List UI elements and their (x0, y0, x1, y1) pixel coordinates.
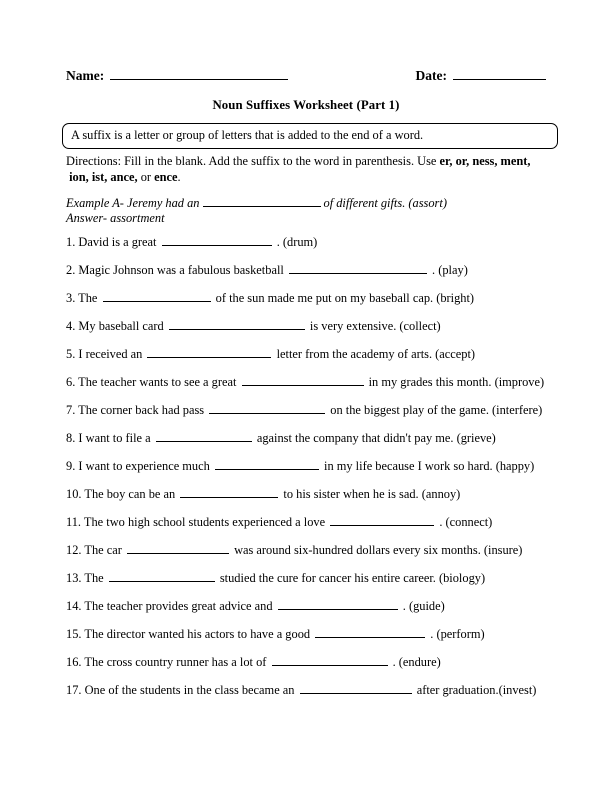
definition-box (62, 123, 558, 149)
question-number: 14. (66, 599, 82, 613)
question-text-after-blank: . (endure) (389, 655, 441, 669)
question-text-before-blank: The boy can be an (81, 487, 179, 501)
answer-blank[interactable] (315, 637, 425, 638)
question-text-before-blank: The director wanted his actors to have a good (81, 627, 314, 641)
question-item (66, 571, 566, 599)
directions-suffixes-group-1: er, or, ness, ment, (439, 154, 531, 168)
question-item (66, 235, 566, 263)
question-text-before-blank: The car (81, 543, 125, 557)
question-text-before-blank: I received an (75, 347, 146, 361)
question-item (66, 543, 566, 571)
directions-conjunction: or (137, 170, 155, 184)
question-text-before-blank: I want to file a (75, 431, 154, 445)
question-number: 12. (66, 543, 82, 557)
answer-blank[interactable] (278, 609, 398, 610)
answer-blank[interactable] (109, 581, 215, 582)
question-text-after-blank: . (guide) (399, 599, 445, 613)
definition-text: A suffix is a letter or group of letters that is added to the end of a word. (71, 128, 424, 143)
answer-blank[interactable] (127, 553, 229, 554)
question-item (66, 487, 566, 515)
question-number: 5. (66, 347, 76, 361)
answer-blank[interactable] (180, 497, 278, 498)
answer-blank[interactable] (156, 441, 252, 442)
date-write-line[interactable] (453, 79, 546, 80)
question-number: 1. (66, 235, 76, 249)
question-number: 6. (66, 375, 76, 389)
question-text-after-blank: studied the cure for cancer his entire career. (biology) (216, 571, 486, 585)
question-text-before-blank: The (75, 291, 101, 305)
question-item (66, 347, 566, 375)
directions-suffixes-group-2: ion, ist, ance, (69, 170, 138, 184)
question-text-after-blank: was around six-hundred dollars every six months. (insure) (230, 543, 523, 557)
question-number: 4. (66, 319, 76, 333)
question-text-after-blank: in my grades this month. (improve) (365, 375, 545, 389)
date-group (416, 68, 546, 84)
answer-blank[interactable] (209, 413, 325, 414)
directions-lead: Directions: Fill in the blank. Add the suffix to the word in parenthesis. Use (66, 154, 440, 168)
question-text-after-blank: is very extensive. (collect) (306, 319, 441, 333)
question-text-after-blank: . (connect) (436, 515, 493, 529)
directions-suffixes-group-3: ence (154, 170, 178, 184)
name-date-header (66, 68, 546, 84)
answer-blank[interactable] (289, 273, 427, 274)
question-text-after-blank: letter from the academy of arts. (accept) (273, 347, 476, 361)
page-title: Noun Suffixes Worksheet (Part 1) (212, 98, 400, 112)
question-number: 13. (66, 571, 82, 585)
question-item (66, 319, 566, 347)
question-number: 17. (66, 683, 82, 697)
question-number: 2. (66, 263, 76, 277)
name-label: Name: (66, 68, 105, 83)
question-item (66, 655, 566, 683)
example-prompt-before: Example A- Jeremy had an (66, 196, 200, 210)
question-number: 11. (66, 515, 82, 529)
question-text-before-blank: The corner back had pass (75, 403, 208, 417)
question-item (66, 375, 566, 403)
question-text-before-blank: One of the students in the class became an (81, 683, 298, 697)
question-text-after-blank: of the sun made me put on my baseball cap. (bright) (212, 291, 475, 305)
directions-text (66, 153, 536, 185)
name-write-line[interactable] (110, 79, 288, 80)
answer-blank[interactable] (147, 357, 271, 358)
question-item (66, 291, 566, 319)
question-list (66, 235, 566, 711)
question-text-after-blank: . (perform) (427, 627, 485, 641)
answer-blank[interactable] (272, 665, 388, 666)
question-item (66, 431, 566, 459)
answer-blank[interactable] (162, 245, 272, 246)
example-answer-blank[interactable] (203, 206, 321, 207)
question-number: 16. (66, 655, 82, 669)
question-number: 10. (66, 487, 82, 501)
question-number: 9. (66, 459, 76, 473)
question-text-before-blank: The teacher wants to see a great (75, 375, 240, 389)
date-label: Date: (415, 68, 447, 83)
question-item (66, 599, 566, 627)
question-text-after-blank: . (drum) (273, 235, 318, 249)
question-number: 15. (66, 627, 82, 641)
example-prompt-line (66, 196, 546, 211)
question-item (66, 515, 566, 543)
example-answer-line: Answer- assortment (66, 211, 165, 225)
question-item (66, 459, 566, 487)
question-text-after-blank: on the biggest play of the game. (interfere) (327, 403, 543, 417)
directions-trailing-period: . (177, 170, 181, 184)
question-item (66, 683, 566, 711)
question-item (66, 263, 566, 291)
answer-blank[interactable] (215, 469, 319, 470)
example-prompt-after: of different gifts. (assort) (323, 196, 447, 210)
question-number: 7. (66, 403, 76, 417)
question-text-before-blank: I want to experience much (75, 459, 213, 473)
example-block (66, 196, 546, 226)
question-item (66, 403, 566, 431)
answer-blank[interactable] (169, 329, 305, 330)
question-text-before-blank: The teacher provides great advice and (81, 599, 276, 613)
question-text-after-blank: . (play) (428, 263, 468, 277)
question-text-after-blank: against the company that didn't pay me. (grieve) (253, 431, 496, 445)
answer-blank[interactable] (103, 301, 211, 302)
answer-blank[interactable] (300, 693, 412, 694)
question-text-before-blank: David is a great (75, 235, 160, 249)
question-text-before-blank: The two high school students experienced a love (81, 515, 329, 529)
question-item (66, 627, 566, 655)
question-text-after-blank: in my life because I work so hard. (happy) (320, 459, 535, 473)
answer-blank[interactable] (242, 385, 364, 386)
answer-blank[interactable] (330, 525, 434, 526)
question-text-before-blank: The cross country runner has a lot of (81, 655, 270, 669)
question-number: 3. (66, 291, 76, 305)
question-text-after-blank: to his sister when he is sad. (annoy) (280, 487, 461, 501)
question-text-before-blank: My baseball card (75, 319, 167, 333)
question-text-after-blank: after graduation.(invest) (413, 683, 537, 697)
question-text-before-blank: Magic Johnson was a fabulous basketball (75, 263, 287, 277)
question-number: 8. (66, 431, 76, 445)
question-text-before-blank: The (81, 571, 107, 585)
